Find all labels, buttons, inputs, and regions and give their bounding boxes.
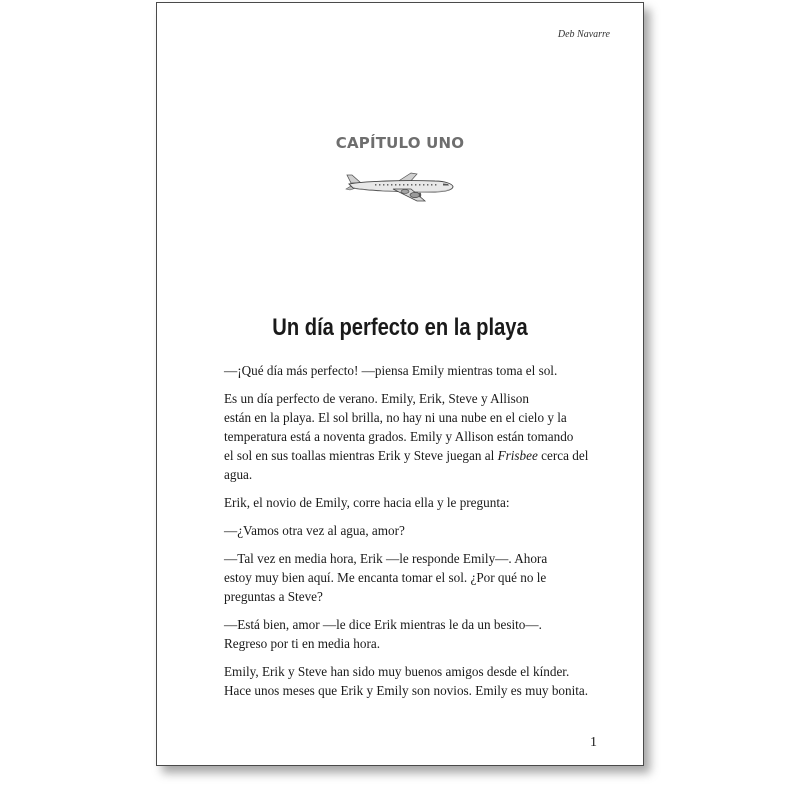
text-line: preguntas a Steve? bbox=[224, 589, 323, 604]
text-segment: cerca del bbox=[537, 448, 589, 463]
text-line: agua. bbox=[224, 467, 253, 482]
paragraph bbox=[202, 662, 609, 700]
paragraph bbox=[202, 521, 609, 540]
text-line: Regreso por ti en media hora. bbox=[224, 636, 381, 651]
italic-word: Frisbee bbox=[497, 448, 538, 463]
text-line bbox=[202, 446, 609, 465]
text-line: estoy muy bien aquí. Me encanta tomar el sol. ¿Por qué no le bbox=[224, 570, 547, 585]
paragraph bbox=[202, 549, 609, 606]
text-line: Es un día perfecto de verano. Emily, Erik, Steve y Allison bbox=[224, 391, 529, 406]
paragraph bbox=[202, 615, 609, 653]
book-page bbox=[156, 2, 644, 766]
paragraph bbox=[202, 361, 609, 380]
text-line: —¿Vamos otra vez al agua, amor? bbox=[224, 523, 405, 538]
chapter-label: CAPÍTULO UNO bbox=[335, 134, 465, 152]
text-line: están en la playa. El sol brilla, no hay ni una nube en el cielo y la bbox=[224, 410, 567, 425]
text-line: Hace unos meses que Erik y Emily son novios. Emily es muy bonita. bbox=[224, 683, 589, 698]
paragraph bbox=[202, 493, 609, 512]
text-line: Emily, Erik y Steve han sido muy buenos amigos desde el kínder. bbox=[224, 664, 570, 679]
text-line: —¡Qué día más perfecto! —piensa Emily mientras toma el sol. bbox=[224, 363, 558, 378]
running-header-author: Deb Navarre bbox=[557, 29, 610, 40]
page-number: 1 bbox=[590, 735, 597, 750]
text-line: —Está bien, amor —le dice Erik mientras le da un besito—. bbox=[224, 617, 542, 632]
airplane-icon bbox=[345, 171, 455, 203]
paragraph bbox=[202, 389, 609, 484]
text-segment: el sol en sus toallas mientras Erik y Steve juegan al bbox=[224, 448, 498, 463]
chapter-title: Un día perfecto en la playa bbox=[272, 314, 528, 341]
text-line: Erik, el novio de Emily, corre hacia ella y le pregunta: bbox=[224, 495, 510, 510]
chapter-body bbox=[202, 361, 609, 709]
text-line: —Tal vez en media hora, Erik —le responde Emily—. Ahora bbox=[224, 551, 548, 566]
text-line: temperatura está a noventa grados. Emily y Allison están tomando bbox=[224, 429, 574, 444]
